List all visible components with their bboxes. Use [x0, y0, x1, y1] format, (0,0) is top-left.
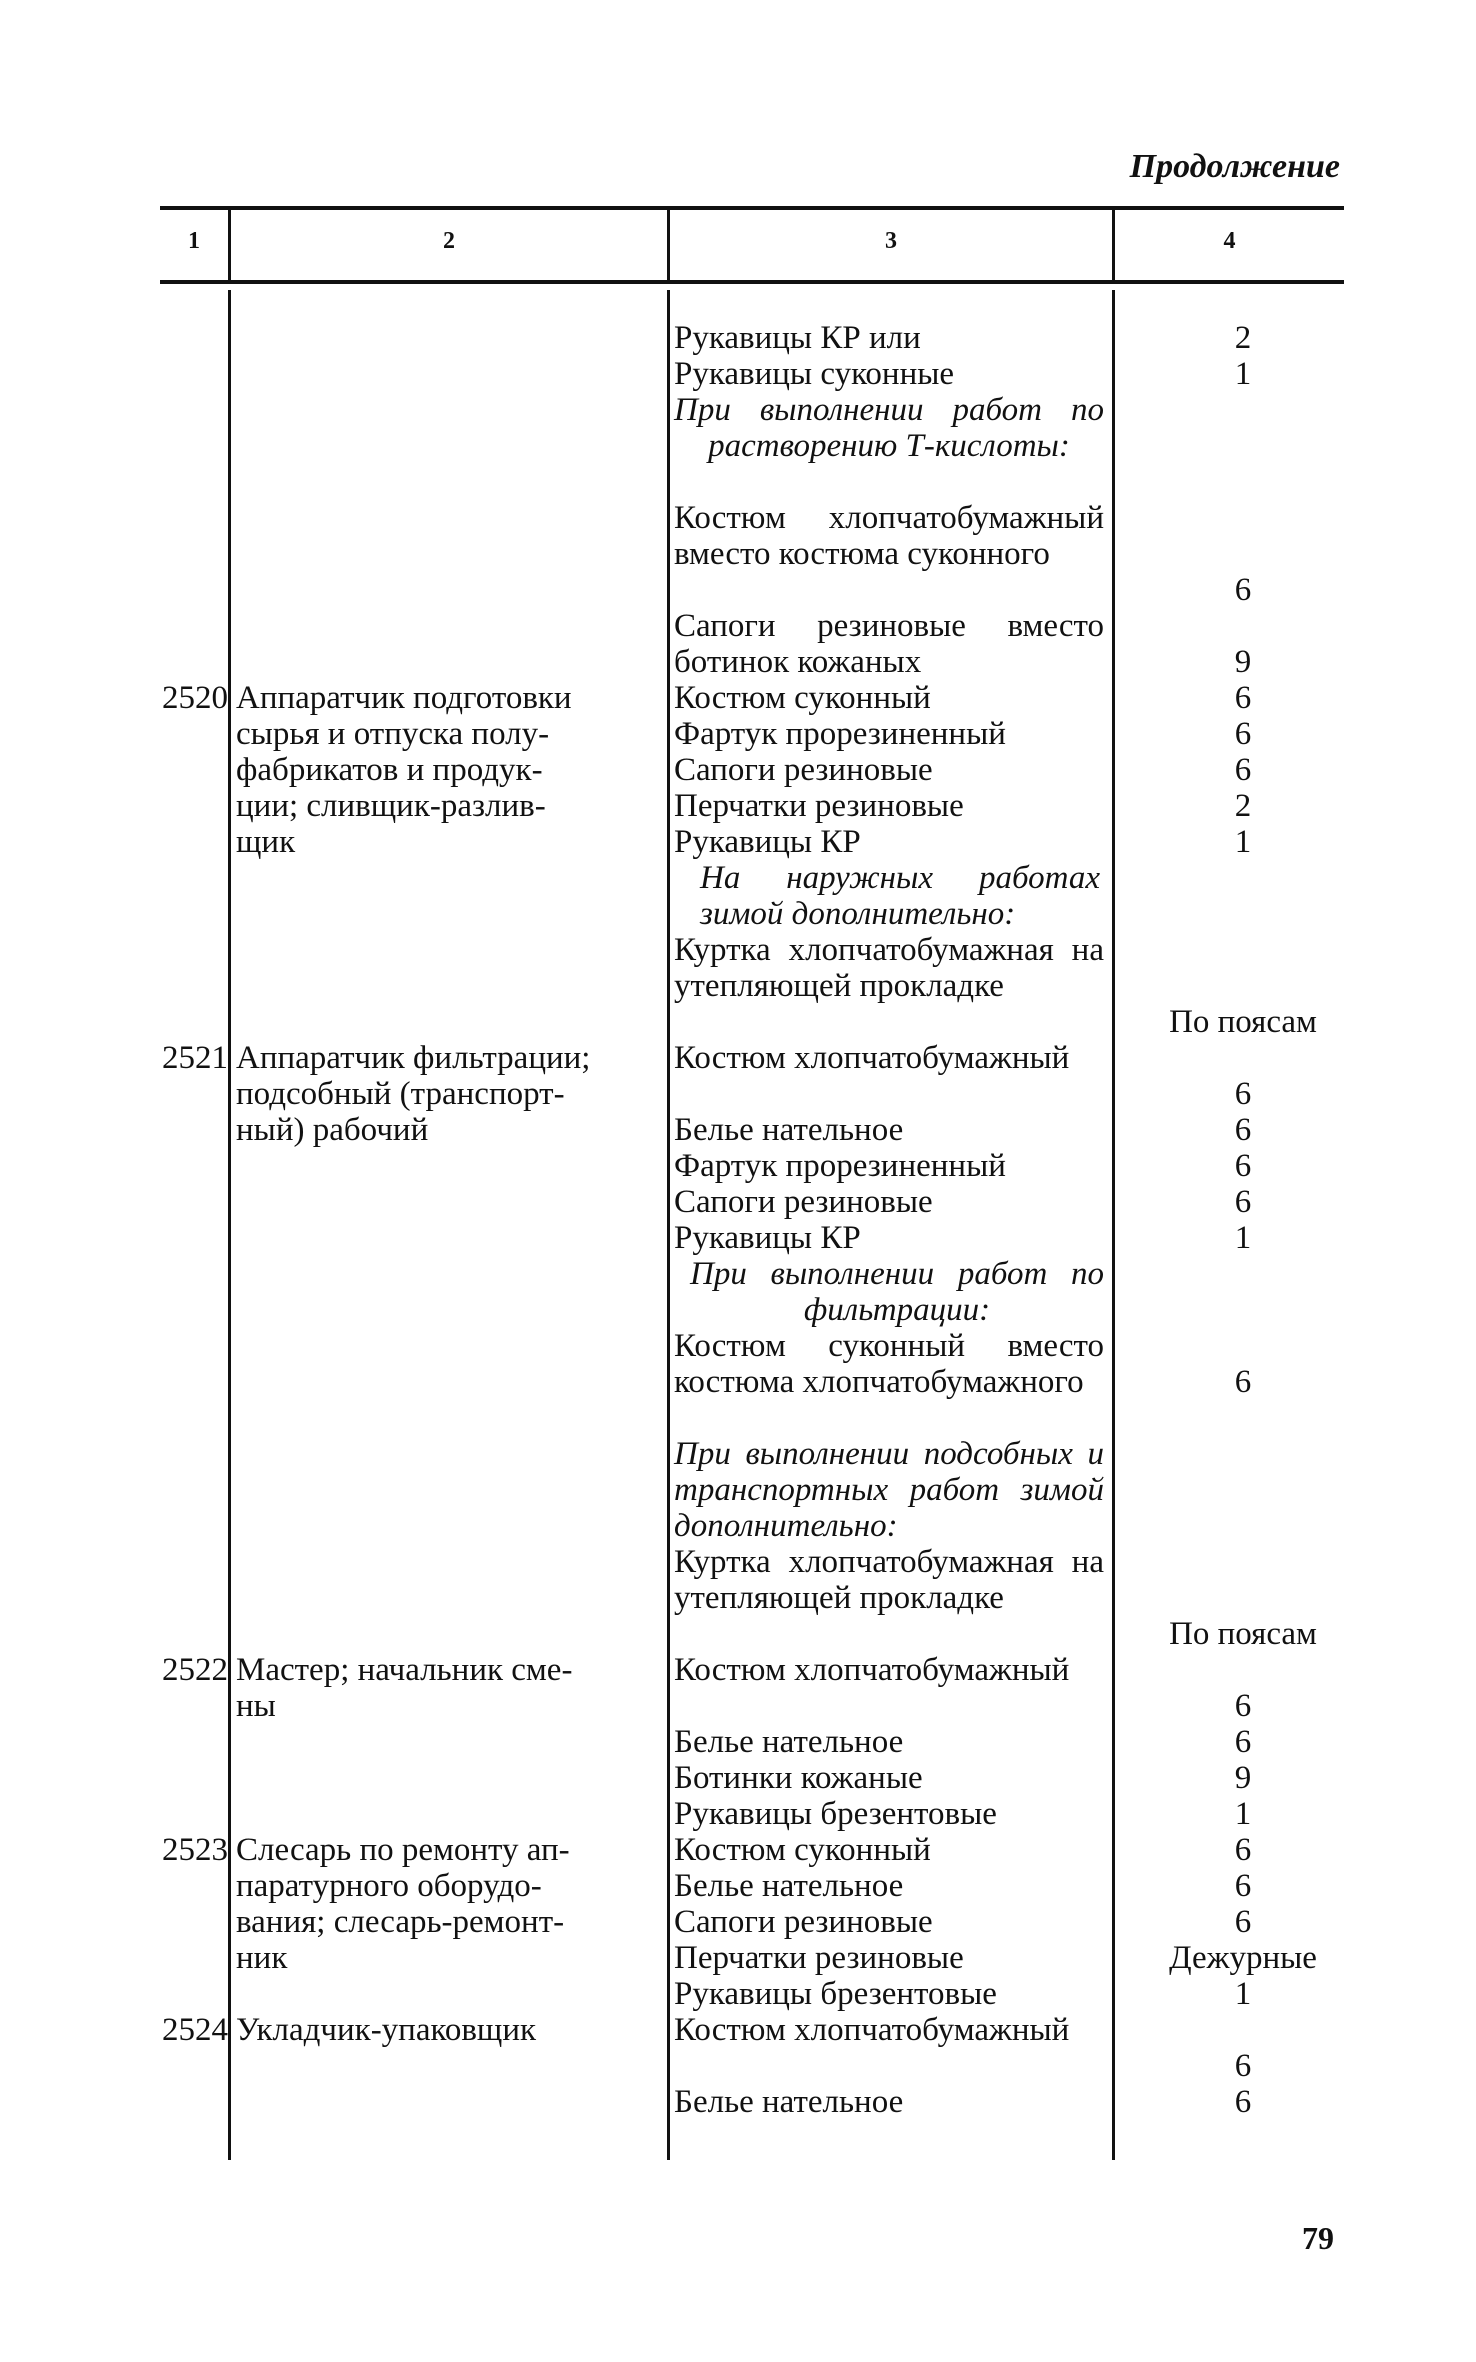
occupation-name	[236, 1652, 666, 1724]
column-header-2: 2	[443, 228, 455, 254]
condition-note	[690, 1256, 1104, 1328]
item-norm: 6	[1234, 2048, 1252, 2084]
item-text: Костюм суконный	[674, 680, 931, 716]
item-text: Перчатки резиновые	[674, 788, 964, 824]
occupation-line: Мастер; начальник сме-	[236, 1652, 573, 1688]
item-norm: 6	[1234, 2084, 1252, 2120]
item-norm: По поясам	[1169, 1616, 1317, 1652]
occupation-line: сырья и отпуска полу-	[236, 716, 550, 752]
item-norm: 6	[1234, 1148, 1252, 1184]
item-text: Сапоги резиновые	[674, 1184, 933, 1220]
row-number: 2521	[162, 1040, 228, 1076]
item-text-value: Куртка хлопчатобумажная на утепляющей прокладке	[674, 1544, 1104, 1616]
item-text: Перчатки резиновые	[674, 1940, 964, 1976]
body-col-divider-3	[1112, 290, 1115, 2160]
occupation-line: фабрикатов и продук-	[236, 752, 543, 788]
occupation-line: щик	[236, 824, 296, 860]
header-bottom-rule	[160, 280, 1344, 284]
page-number: 79	[1302, 2220, 1334, 2256]
column-header-3: 3	[885, 228, 897, 254]
item-norm: 1	[1234, 1796, 1252, 1832]
item-norm: 6	[1234, 680, 1252, 716]
item-text	[674, 2012, 1104, 2048]
item-norm: 1	[1234, 356, 1252, 392]
occupation-name	[236, 2012, 666, 2048]
item-norm: 6	[1234, 1724, 1252, 1760]
occupation-line: ный) рабочий	[236, 1112, 429, 1148]
item-norm: 9	[1234, 1760, 1252, 1796]
continued-label: Продолжение	[1129, 148, 1340, 185]
item-norm: Дежурные	[1169, 1940, 1317, 1976]
item-text	[674, 1328, 1104, 1400]
item-norm: 6	[1234, 572, 1252, 608]
item-text-value: Костюм суконный вместо костюма хлопчатобумажного	[674, 1328, 1104, 1400]
item-text: Рукавицы брезентовые	[674, 1976, 997, 2012]
item-norm: 6	[1234, 1184, 1252, 1220]
item-text-value: Костюм хлопчатобумажный вместо костюма суконного	[674, 500, 1104, 572]
item-text	[674, 500, 1104, 572]
item-norm: 6	[1234, 1076, 1252, 1112]
occupation-line: ции; сливщик-разлив-	[236, 788, 546, 824]
body-col-divider-2	[667, 290, 670, 2160]
occupation-line: Слесарь по ремонту ап-	[236, 1832, 570, 1868]
item-text-value: Куртка хлопчатобумажная на утепляющей прокладке	[674, 932, 1104, 1004]
item-norm: 1	[1234, 1220, 1252, 1256]
item-text: Рукавицы КР или	[674, 320, 921, 356]
item-text	[674, 1652, 1104, 1688]
item-text: Рукавицы суконные	[674, 356, 955, 392]
item-text-value: Костюм хлопчатобумажный	[674, 1652, 1070, 1688]
row-number: 2524	[162, 2012, 228, 2048]
row-number: 2520	[162, 680, 228, 716]
item-text: Рукавицы брезентовые	[674, 1796, 997, 1832]
occupation-line: вания; слесарь-ремонт-	[236, 1904, 565, 1940]
item-norm: 6	[1234, 1904, 1252, 1940]
condition-note	[700, 860, 1100, 932]
item-text: Белье нательное	[674, 2084, 904, 2120]
item-norm: 6	[1234, 1688, 1252, 1724]
item-text: Фартук прорезиненный	[674, 716, 1006, 752]
item-norm: 1	[1234, 1976, 1252, 2012]
condition-note-text: При выполнении работ по фильтрации:	[690, 1256, 1104, 1328]
condition-note-text: На наружных работах зимой дополнительно:	[700, 860, 1100, 932]
item-norm: 1	[1234, 824, 1252, 860]
item-text: Костюм суконный	[674, 1832, 931, 1868]
item-text: Рукавицы КР	[674, 824, 861, 860]
item-text-value: Сапоги резиновые вместо ботинок кожаных	[674, 608, 1104, 680]
occupation-name	[236, 680, 666, 860]
item-norm: По поясам	[1169, 1004, 1317, 1040]
item-norm: 6	[1234, 752, 1252, 788]
row-number: 2523	[162, 1832, 228, 1868]
occupation-line: Аппаратчик фильтрации;	[236, 1040, 591, 1076]
item-norm: 6	[1234, 1868, 1252, 1904]
item-text	[674, 1544, 1104, 1616]
item-text: Фартук прорезиненный	[674, 1148, 1006, 1184]
condition-note-text: При выполнении работ по растворению Т-кислоты:	[674, 392, 1104, 464]
item-norm: 2	[1234, 788, 1252, 824]
item-text-value: Костюм хлопчатобумажный	[674, 1040, 1070, 1076]
item-text: Сапоги резиновые	[674, 752, 933, 788]
condition-note	[674, 392, 1104, 464]
occupation-line: ник	[236, 1940, 288, 1976]
condition-note-text: При выполнении подсобных и транспортных работ зимой дополнительно:	[674, 1436, 1104, 1544]
body-col-divider-1	[228, 290, 231, 2160]
occupation-line: Аппаратчик подготовки	[236, 680, 572, 716]
occupation-line: подсобный (транспорт-	[236, 1076, 565, 1112]
condition-note	[674, 1436, 1104, 1544]
column-header-1: 1	[188, 228, 200, 254]
item-norm: 9	[1234, 644, 1252, 680]
item-text: Сапоги резиновые	[674, 1904, 933, 1940]
occupation-line: Укладчик-упаковщик	[236, 2012, 537, 2048]
item-norm: 6	[1234, 1112, 1252, 1148]
occupation-name	[236, 1832, 666, 1976]
occupation-line: ны	[236, 1688, 276, 1724]
item-text: Рукавицы КР	[674, 1220, 861, 1256]
item-text: Ботинки кожаные	[674, 1760, 923, 1796]
item-norm: 6	[1234, 716, 1252, 752]
occupation-name	[236, 1040, 666, 1148]
occupation-line: паратурного оборудо-	[236, 1868, 542, 1904]
column-header-4: 4	[1223, 228, 1236, 254]
item-text	[674, 1040, 1104, 1076]
item-text: Белье нательное	[674, 1724, 904, 1760]
top-rule	[160, 206, 1344, 210]
row-number: 2522	[162, 1652, 228, 1688]
item-text: Белье нательное	[674, 1112, 904, 1148]
item-text: Белье нательное	[674, 1868, 904, 1904]
item-norm: 6	[1234, 1832, 1252, 1868]
item-text	[674, 608, 1104, 680]
item-text	[674, 932, 1104, 1004]
item-norm: 6	[1234, 1364, 1252, 1400]
item-text-value: Костюм хлопчатобумажный	[674, 2012, 1070, 2048]
item-norm: 2	[1234, 320, 1252, 356]
